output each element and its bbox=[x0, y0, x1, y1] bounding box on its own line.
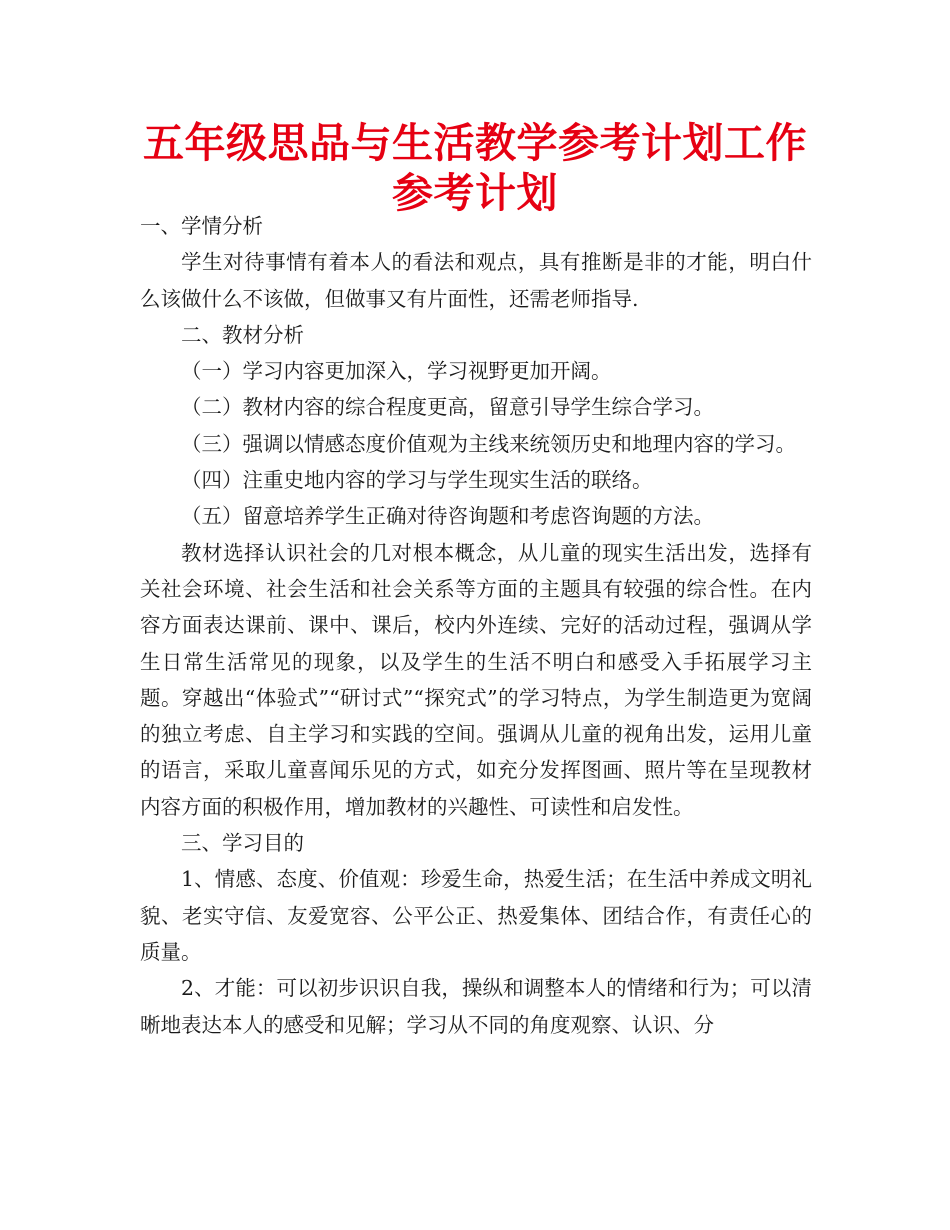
section-heading-learning-goals: 三、学习目的 bbox=[181, 831, 304, 856]
paragraph-textbook-description: 教材选择认识社会的几对根本概念，从儿童的现实生活出发，选择有关社会环境、社会生活和社会关系等方面的主题具有较强的综合性。在内容方面表达课前、课中、课后，校内外连续、完好的活动过程，强调从学生日常生活常见的现象，以及学生的生活不明白和感受入手拓展学习主题。穿越出“体验式”“研讨式”“探究式”的学习特点，为学生制造更为宽阔的独立考虑、自主学习和实践的空间。强调从儿童的视角出发，运用儿童的语言，采取儿童喜闻乐见的方式，如充分发挥图画、照片等在呈现教材内容方面的积极作用，增加教材的兴趣性、可读性和启发性。 bbox=[140, 540, 812, 819]
section-heading-learning-analysis: 一、学情分析 bbox=[140, 214, 263, 238]
document-title: 五年级思品与生活教学参考计划工作参考计划 bbox=[143, 119, 807, 217]
list-item-goal-1: 1、情感、态度、价值观：珍爱生命，热爱生活；在生活中养成文明礼貌、老实守信、友爱宽容、公平公正、热爱集体、团结合作，有责任心的质量。 bbox=[140, 867, 812, 964]
paragraph-learning-analysis: 学生对待事情有着本人的看法和观点，具有推断是非的才能，明白什么该做什么不该做，但做事又有片面性，还需老师指导. bbox=[140, 250, 812, 311]
list-item-textbook-4: （四）注重史地内容的学习与学生现实生活的联络。 bbox=[181, 468, 653, 493]
list-item-textbook-1: （一）学习内容更加深入，学习视野更加开阔。 bbox=[181, 359, 612, 384]
list-item-textbook-3: （三）强调以情感态度价值观为主线来统领历史和地理内容的学习。 bbox=[181, 431, 796, 456]
list-item-goal-2: 2、才能：可以初步识识自我，操纵和调整本人的情绪和行为；可以清晰地表达本人的感受和见解；学习从不同的角度观察、认识、分 bbox=[140, 976, 812, 1037]
list-item-textbook-2: （二）教材内容的综合程度更高，留意引导学生综合学习。 bbox=[181, 395, 714, 420]
document-body bbox=[140, 208, 812, 1043]
section-heading-textbook-analysis: 二、教材分析 bbox=[181, 322, 304, 347]
list-item-textbook-5: （五）留意培养学生正确对待咨询题和考虑咨询题的方法。 bbox=[181, 504, 714, 529]
